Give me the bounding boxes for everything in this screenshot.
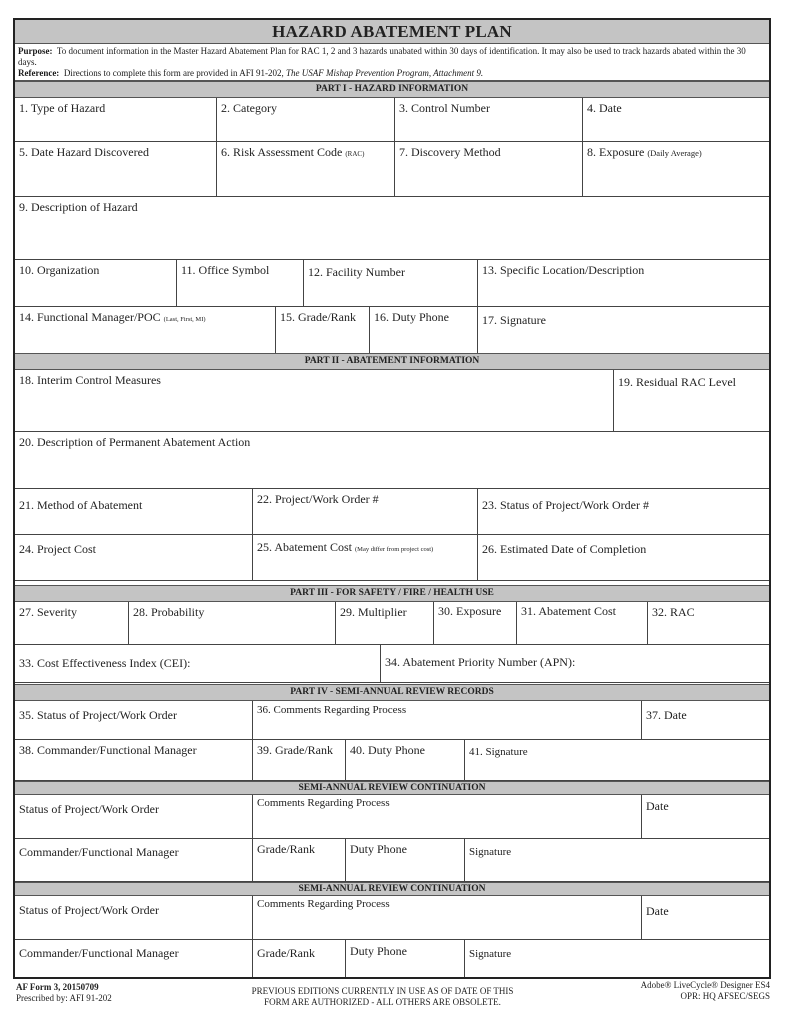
label: 26. Estimated Date of Completion — [482, 542, 647, 556]
label-note: (Daily Average) — [647, 148, 702, 158]
field-review-signature[interactable] — [465, 740, 769, 781]
field-office-symbol[interactable] — [177, 260, 304, 307]
continuation-1-signature[interactable] — [465, 839, 769, 882]
continuation-2-date[interactable] — [642, 896, 769, 940]
field-grade-rank[interactable] — [276, 307, 370, 354]
field-method-of-abatement[interactable] — [15, 489, 253, 535]
field-severity[interactable] — [15, 602, 129, 645]
label: 16. Duty Phone — [374, 310, 449, 324]
field-review-status[interactable] — [15, 701, 253, 740]
label: Commander/Functional Manager — [19, 946, 179, 960]
opr: OPR: HQ AFSEC/SEGS — [680, 991, 770, 1001]
footer-notice — [210, 986, 555, 1008]
field-exposure-p3[interactable] — [434, 602, 517, 645]
continuation-1-header: SEMI-ANNUAL REVIEW CONTINUATION — [15, 781, 769, 795]
label: 34. Abatement Priority Number (APN): — [385, 655, 576, 669]
label: 11. Office Symbol — [181, 263, 270, 277]
label: 28. Probability — [133, 605, 205, 619]
label-note: (RAC) — [345, 150, 365, 158]
field-signature[interactable] — [478, 307, 769, 354]
continuation-2-phone[interactable] — [346, 940, 465, 977]
continuation-2-grade[interactable] — [253, 940, 346, 977]
label: Date — [646, 799, 669, 813]
field-multiplier[interactable] — [336, 602, 434, 645]
label: Status of Project/Work Order — [19, 802, 160, 816]
label: 41. Signature — [469, 746, 528, 758]
field-review-grade[interactable] — [253, 740, 346, 781]
field-review-commander[interactable] — [15, 740, 253, 781]
field-specific-location[interactable] — [478, 260, 769, 307]
field-project-work-order[interactable] — [253, 489, 478, 535]
footer-left — [16, 982, 216, 1004]
label: Duty Phone — [350, 842, 407, 856]
part3-header: PART III - FOR SAFETY / FIRE / HEALTH USE — [15, 585, 769, 602]
label: 35. Status of Project/Work Order — [19, 708, 178, 722]
field-duty-phone[interactable] — [370, 307, 478, 354]
label: 17. Signature — [482, 313, 546, 327]
continuation-2-header: SEMI-ANNUAL REVIEW CONTINUATION — [15, 882, 769, 896]
label: 8. Exposure — [587, 145, 645, 159]
field-date[interactable] — [583, 98, 769, 142]
label: 4. Date — [587, 101, 622, 115]
continuation-2-signature[interactable] — [465, 940, 769, 977]
notice-line-1: PREVIOUS EDITIONS CURRENTLY IN USE AS OF DATE OF THIS — [251, 986, 514, 996]
label: 36. Comments Regarding Process — [257, 704, 407, 716]
continuation-1-commander[interactable] — [15, 839, 253, 882]
prescribed-by: Prescribed by: AFI 91-202 — [16, 993, 112, 1003]
label: 15. Grade/Rank — [280, 310, 356, 324]
purpose-block — [15, 44, 769, 81]
continuation-1-grade[interactable] — [253, 839, 346, 882]
continuation-1-status[interactable] — [15, 795, 253, 839]
label: 30. Exposure — [438, 604, 502, 618]
label: Grade/Rank — [257, 946, 315, 960]
label-note: (Last, First, MI) — [163, 316, 206, 323]
label: Signature — [469, 948, 512, 960]
notice-line-2: FORM ARE AUTHORIZED - ALL OTHERS ARE OBSOLETE. — [264, 997, 501, 1007]
label: 9. Description of Hazard — [19, 200, 138, 214]
label: Duty Phone — [350, 944, 407, 958]
label: 19. Residual RAC Level — [618, 375, 736, 389]
designer-credit: Adobe® LiveCycle® Designer ES4 — [640, 980, 770, 990]
label: 38. Commander/Functional Manager — [19, 743, 197, 757]
continuation-1-date[interactable] — [642, 795, 769, 839]
field-status-project-work-order[interactable] — [478, 489, 769, 535]
label: 12. Facility Number — [308, 265, 405, 279]
label-note: (May differ from project cost) — [355, 546, 434, 553]
field-review-date[interactable] — [642, 701, 769, 740]
label: 29. Multiplier — [340, 605, 407, 619]
hazard-abatement-form — [13, 18, 771, 979]
continuation-2-commander[interactable] — [15, 940, 253, 977]
part2-header: PART II - ABATEMENT INFORMATION — [15, 353, 769, 370]
part4-header: PART IV - SEMI-ANNUAL REVIEW RECORDS — [15, 684, 769, 701]
label: 21. Method of Abatement — [19, 498, 143, 512]
form-id: AF Form 3, 20150709 — [16, 982, 99, 992]
field-estimated-completion-date[interactable] — [478, 535, 769, 581]
field-type-of-hazard[interactable] — [15, 98, 217, 142]
label: 24. Project Cost — [19, 542, 96, 556]
label: 33. Cost Effectiveness Index (CEI): — [19, 656, 191, 670]
label: Comments Regarding Process — [257, 898, 390, 910]
label: 6. Risk Assessment Code — [221, 145, 343, 159]
label: 13. Specific Location/Description — [482, 263, 645, 277]
continuation-1-phone[interactable] — [346, 839, 465, 882]
label: 40. Duty Phone — [350, 743, 425, 757]
field-cost-effectiveness-index[interactable] — [15, 645, 381, 683]
label: 2. Category — [221, 101, 277, 115]
field-rac[interactable] — [648, 602, 769, 645]
field-permanent-abatement-action[interactable] — [15, 432, 769, 489]
field-description-of-hazard[interactable] — [15, 197, 769, 260]
label: 3. Control Number — [399, 101, 490, 115]
reference-text: Directions to complete this form are provided in AFI 91-202, — [63, 68, 284, 78]
field-facility-number[interactable] — [304, 260, 478, 307]
field-discovery-method[interactable] — [395, 142, 583, 197]
field-functional-manager-poc[interactable] — [15, 307, 276, 354]
label: 10. Organization — [19, 263, 100, 277]
field-abatement-priority-number[interactable] — [381, 645, 769, 683]
label: Commander/Functional Manager — [19, 845, 179, 859]
field-project-cost[interactable] — [15, 535, 253, 581]
label: 1. Type of Hazard — [19, 101, 106, 115]
continuation-1-comments[interactable] — [253, 795, 642, 839]
form-title: HAZARD ABATEMENT PLAN — [15, 20, 769, 44]
field-organization[interactable] — [15, 260, 177, 307]
label: 18. Interim Control Measures — [19, 373, 161, 387]
label: Comments Regarding Process — [257, 797, 390, 809]
label: 14. Functional Manager/POC — [19, 310, 161, 324]
label: Grade/Rank — [257, 842, 315, 856]
field-abatement-cost[interactable] — [253, 535, 478, 581]
label: 23. Status of Project/Work Order # — [482, 498, 650, 512]
field-category[interactable] — [217, 98, 395, 142]
field-review-phone[interactable] — [346, 740, 465, 781]
label: 25. Abatement Cost — [257, 540, 352, 554]
purpose-label: Purpose: — [18, 46, 53, 56]
label: 22. Project/Work Order # — [257, 492, 379, 506]
continuation-2-status[interactable] — [15, 896, 253, 940]
field-exposure[interactable] — [583, 142, 769, 197]
field-date-hazard-discovered[interactable] — [15, 142, 217, 197]
purpose-text: To document information in the Master Hazard Abatement Plan for RAC 1, 2 and 3 hazards unabated within 30 days of identification. It may also be used to track hazards abated within the 30 days. — [18, 46, 746, 67]
label: 7. Discovery Method — [399, 145, 501, 159]
part1-header: PART I - HAZARD INFORMATION — [15, 81, 769, 98]
label: 32. RAC — [652, 605, 695, 619]
field-review-comments[interactable] — [253, 701, 642, 740]
label: Status of Project/Work Order — [19, 903, 160, 917]
field-risk-assessment-code[interactable] — [217, 142, 395, 197]
field-residual-rac-level[interactable] — [614, 370, 769, 432]
label: 27. Severity — [19, 605, 77, 619]
label: Date — [646, 904, 669, 918]
label: 37. Date — [646, 708, 687, 722]
label: 20. Description of Permanent Abatement Action — [19, 435, 251, 449]
label: 39. Grade/Rank — [257, 743, 333, 757]
reference-title: The USAF Mishap Prevention Program, Attachment 9. — [286, 68, 484, 78]
label: 5. Date Hazard Discovered — [19, 145, 149, 159]
field-interim-control-measures[interactable] — [15, 370, 614, 432]
footer-right — [560, 980, 770, 1002]
reference-label: Reference: — [18, 68, 60, 78]
label: Signature — [469, 846, 512, 858]
field-abatement-cost-p3[interactable] — [517, 602, 648, 645]
continuation-2-comments[interactable] — [253, 896, 642, 940]
field-control-number[interactable] — [395, 98, 583, 142]
label: 31. Abatement Cost — [521, 604, 616, 618]
field-probability[interactable] — [129, 602, 336, 645]
